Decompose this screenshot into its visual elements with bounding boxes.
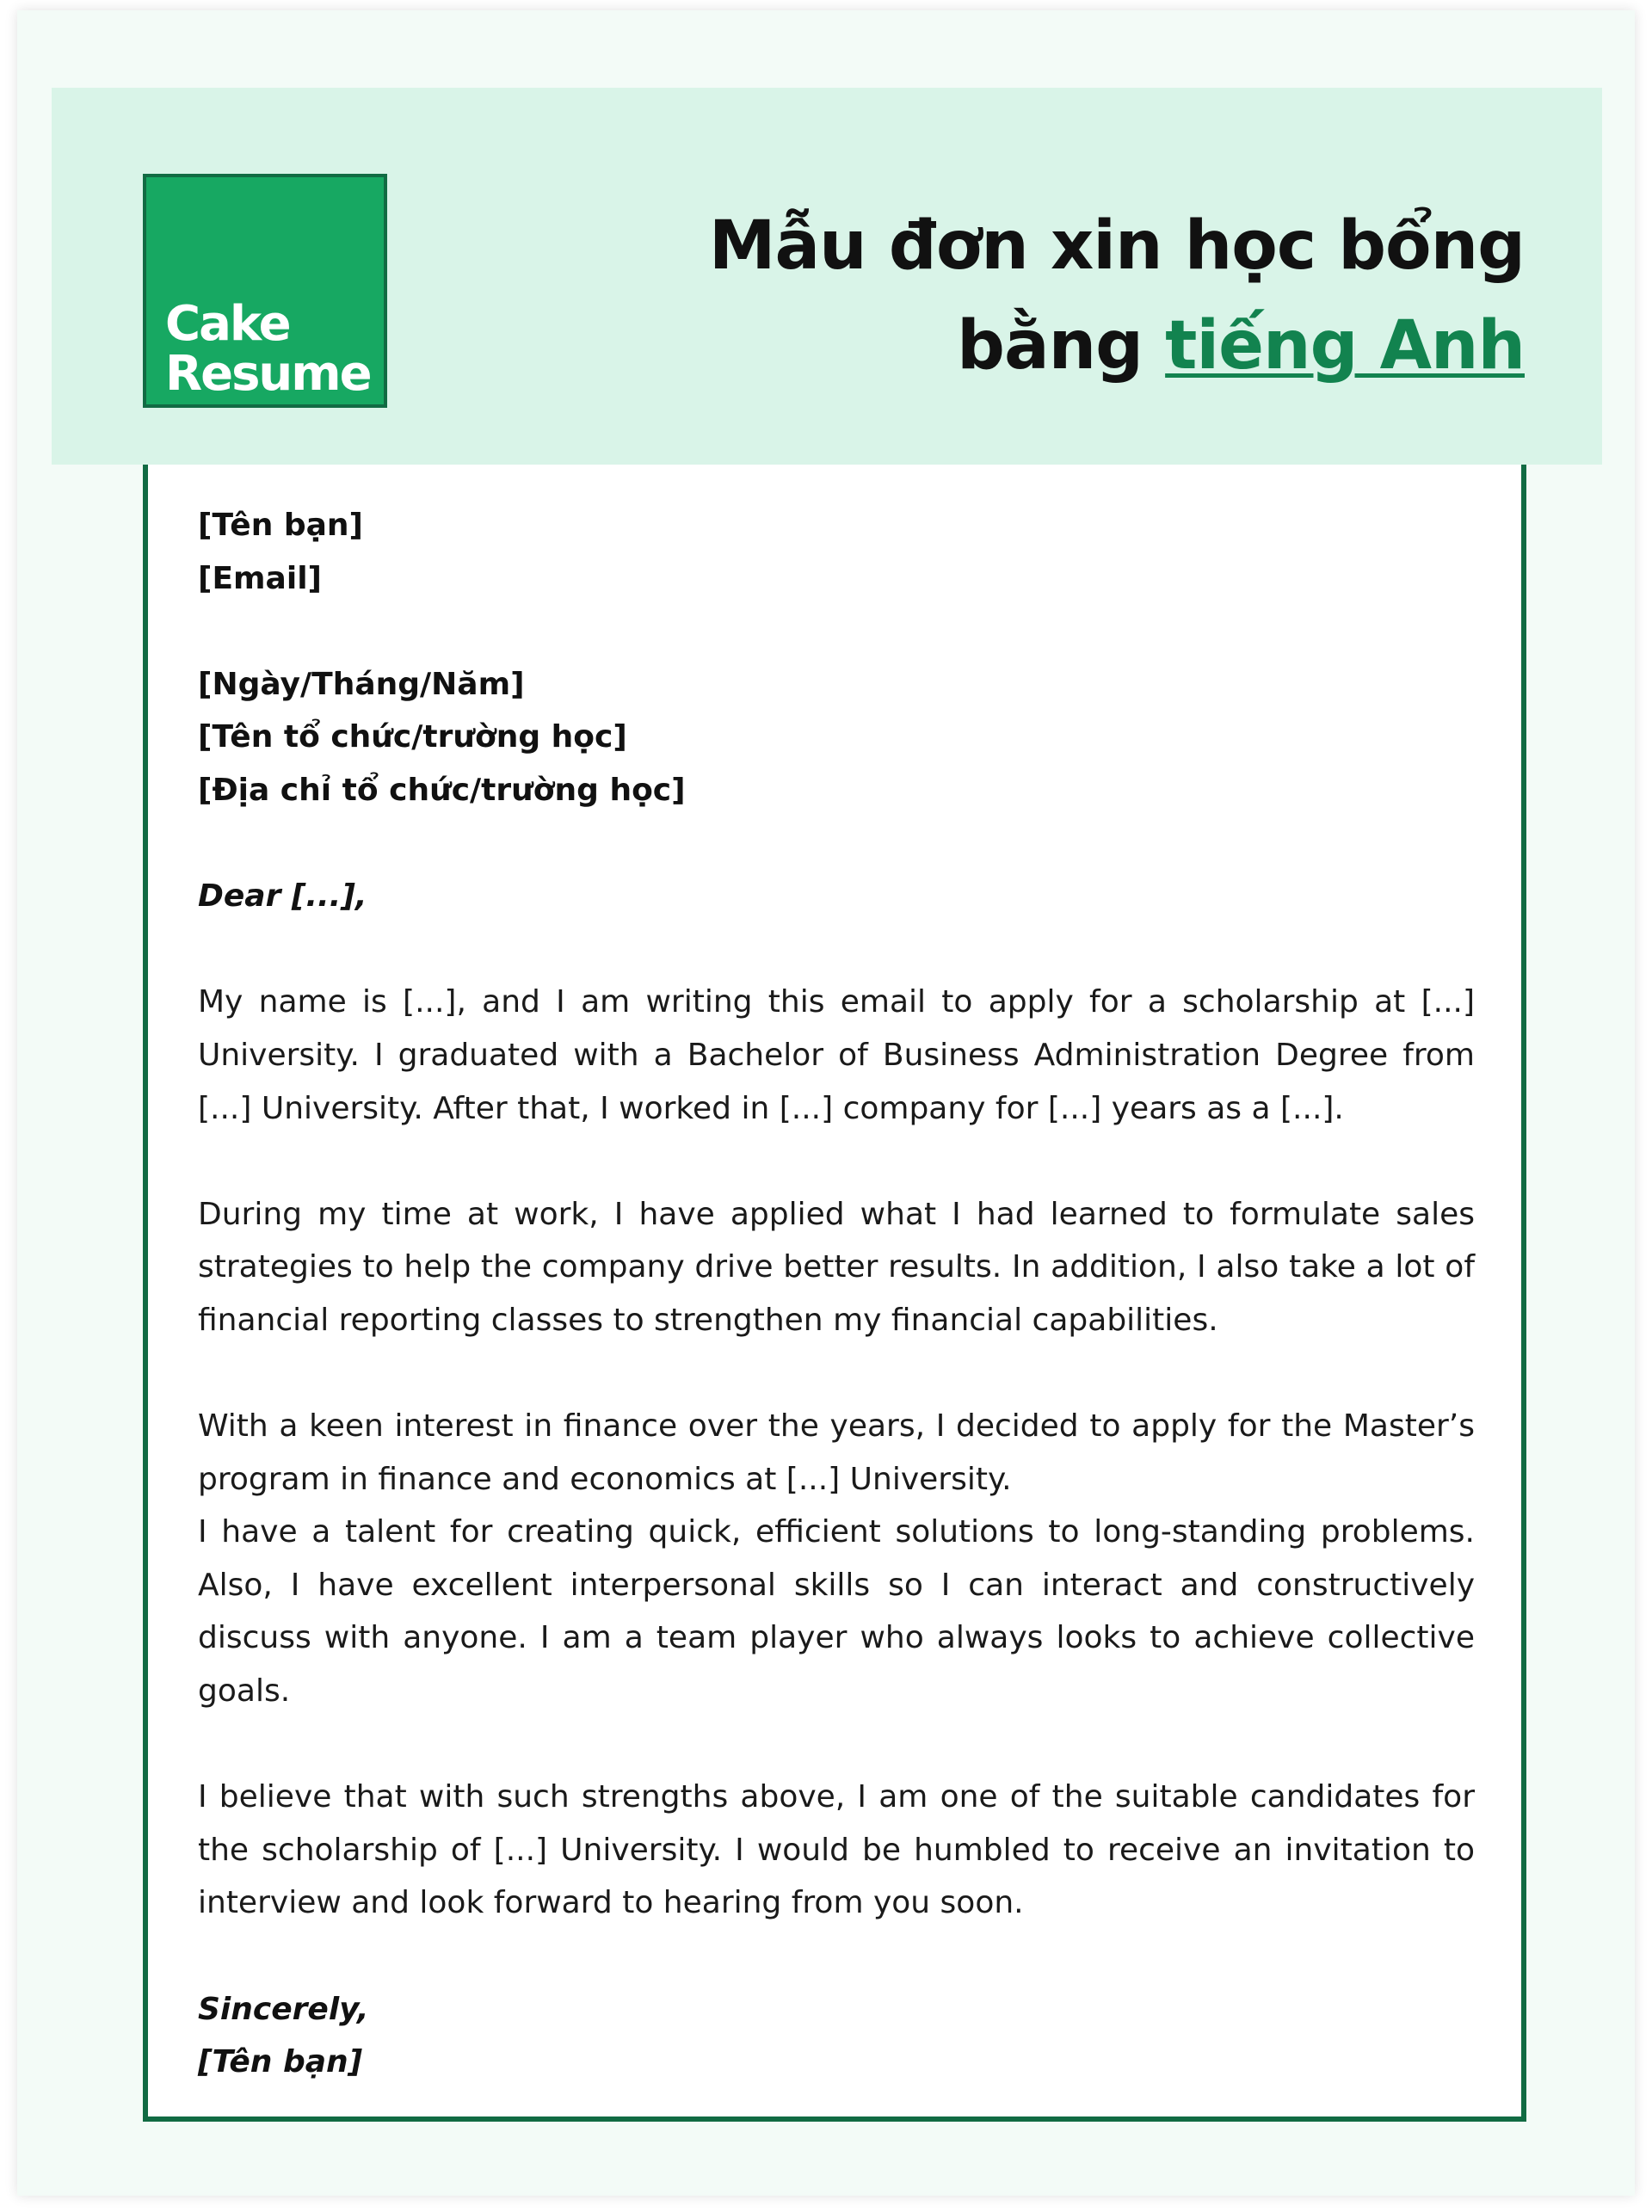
title-line-2: [709, 296, 1525, 396]
title-line-2-prefix: bằng: [957, 307, 1166, 385]
sender-email: [Email]: [198, 560, 322, 596]
title-line-1: Mẫu đơn xin học bổng: [708, 207, 1525, 285]
letter-body: [198, 499, 1475, 2089]
paragraph-skills: I have a talent for creating quick, efficient solutions to long-standing problems. Also, I have excellent interpersonal skills so I can interact and constructively discuss with anyone. I am a team player who always looks to achieve collective goals.: [198, 1514, 1475, 1710]
paragraph-motivation: With a keen interest in finance over the years, I decided to apply for the Master’s program in finance and economics at [...] University.: [198, 1408, 1475, 1497]
paragraph-closing: I believe that with such strengths above, I am one of the suitable candidates for the scholarship of [...] University. I would be humbled to receive an invitation to interview and look forward to hearing from you soon.: [198, 1779, 1475, 1921]
sender-name: [Tên bạn]: [198, 508, 364, 543]
logo-wordmark: [165, 296, 371, 402]
recipient-org-address: [Địa chỉ tổ chức/trường học]: [198, 772, 686, 808]
logo-line-resume: Resume: [165, 346, 371, 402]
paragraph-experience: During my time at work, I have applied what I had learned to formulate sales strategies to help the company drive better results. In addition, I also take a lot of financial reporting classes to strengthen my financial capabilities.: [198, 1196, 1475, 1338]
letter-date: [Ngày/Tháng/Năm]: [198, 666, 525, 702]
page-title: [709, 196, 1525, 396]
title-highlight-link[interactable]: tiếng Anh: [1165, 307, 1525, 385]
recipient-org-name: [Tên tổ chức/trường học]: [198, 719, 627, 755]
logo-line-cake: Cake: [165, 296, 290, 352]
closing: Sincerely,: [198, 1991, 369, 2027]
cakeresume-logo: [143, 174, 387, 408]
signature: [Tên bạn]: [198, 2044, 363, 2080]
paragraph-intro: My name is [...], and I am writing this email to apply for a scholarship at [...] University. I graduated with a Bachelor of Business Administration Degree from [...] University. After that, I worked in [...] company for [...] years as a [...].: [198, 984, 1475, 1126]
salutation: Dear [...],: [198, 878, 367, 915]
